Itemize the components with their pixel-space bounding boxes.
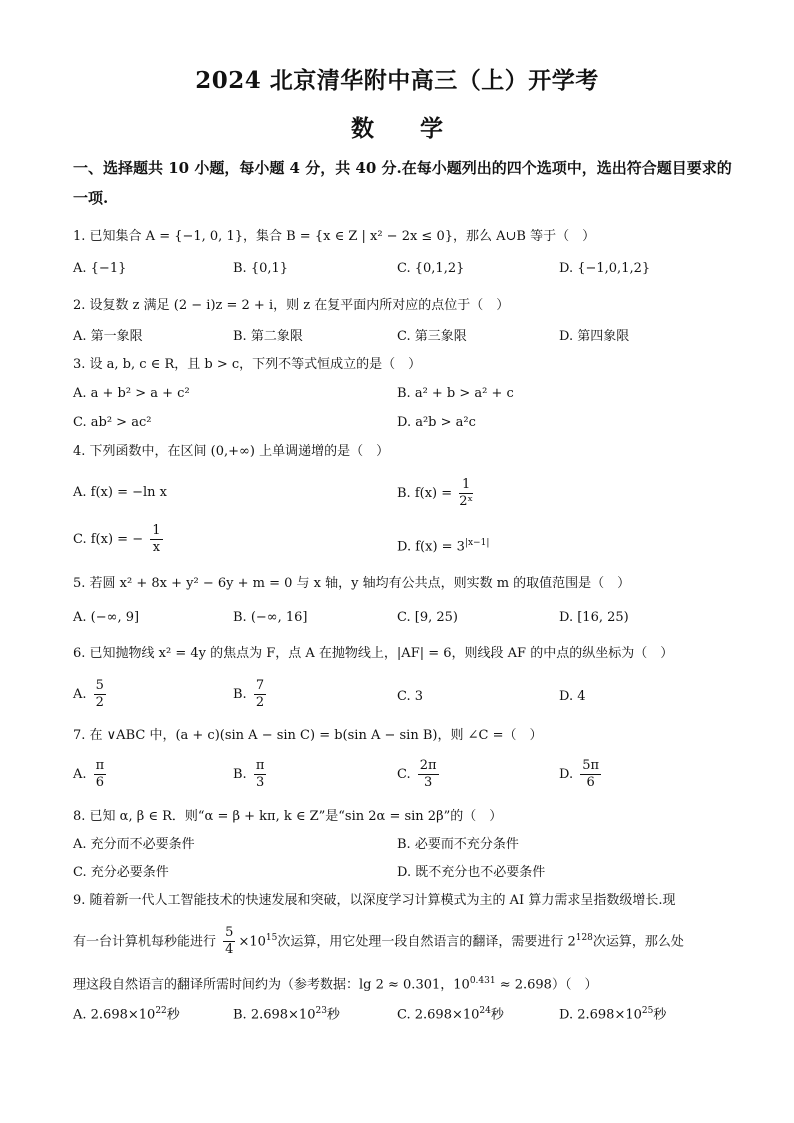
option-b[interactable]: B. (−∞, 16] [233, 610, 308, 625]
question-3-options-row1 [73, 382, 733, 406]
fraction [459, 477, 473, 510]
numerator: π [95, 758, 105, 773]
exponent: 0.431 [469, 976, 496, 986]
denominator: 6 [95, 775, 105, 790]
denominator: x [152, 540, 161, 555]
option-b[interactable]: B. {0,1} [233, 261, 289, 276]
option-c-label: C. [397, 767, 411, 782]
exponent: 15 [265, 933, 278, 943]
option-b-label: B. [233, 687, 247, 702]
denominator: 4 [225, 942, 234, 958]
text: 次运算，那么处 [592, 934, 684, 950]
option-d[interactable] [559, 758, 604, 791]
option-a[interactable]: A. f(x) = −ln x [73, 485, 167, 500]
question-1-options [73, 257, 733, 281]
option-c[interactable] [73, 523, 166, 556]
exponent: 23 [315, 1006, 327, 1016]
numerator: 2π [419, 758, 437, 773]
numerator: 5π [582, 758, 600, 773]
option-b-label: B. [233, 767, 247, 782]
numerator: 5 [95, 678, 104, 693]
exponent: 22 [155, 1006, 167, 1016]
option-a[interactable]: A. (−∞, 9] [73, 610, 140, 625]
exam-title: 2024 北京清华附中高三（上）开学考 [195, 67, 599, 94]
fraction [418, 758, 439, 791]
option-b[interactable]: B. 第二象限 [233, 329, 303, 344]
option-c[interactable]: C. [9, 25) [397, 610, 458, 625]
fraction [223, 925, 235, 958]
question-9-options [73, 999, 733, 1023]
fraction [580, 758, 601, 791]
option-d[interactable]: D. a²b > a²c [397, 415, 476, 430]
question-8-stem: 8. 已知 α, β ∈ R．则“α = β + kπ, k ∈ Z”是“sin 2α = sin 2β”的（ ） [73, 809, 503, 824]
denominator: 6 [586, 775, 595, 790]
option-c[interactable]: C. {0,1,2} [397, 261, 465, 276]
question-5-stem: 5. 若圆 x² + 8x + y² − 6y + m = 0 与 x 轴，y 轴均有公共点，则实数 m 的取值范围是（ ） [73, 576, 631, 591]
question-6-options [73, 678, 733, 716]
subject-title: 数学 [351, 115, 489, 142]
question-7-stem: 7. 在 ∨ABC 中，(a + c)(sin A − sin C) = b(sin A − sin B)，则 ∠C =（ ） [73, 728, 543, 743]
option-a-label: A. [73, 767, 87, 782]
option-b[interactable] [233, 999, 340, 1027]
unit: 秒 [653, 1007, 667, 1023]
option-b[interactable]: B. a² + b > a² + c [397, 386, 514, 401]
denominator: 2ˣ [459, 494, 474, 509]
question-6-stem: 6. 已知抛物线 x² = 4y 的焦点为 F，点 A 在抛物线上，|AF| = 6，则线段 AF 的中点的纵坐标为（ ） [73, 646, 674, 661]
option-d[interactable]: D. [16, 25) [559, 610, 629, 625]
numerator: π [255, 758, 265, 773]
option-a[interactable]: A. 第一象限 [73, 329, 143, 344]
label: A. 2.698×10 [73, 1007, 156, 1023]
label: C. 2.698×10 [397, 1007, 480, 1023]
option-d[interactable] [397, 531, 489, 559]
text: ×10 [238, 934, 266, 950]
question-9-line1: 9. 随着新一代人工智能技术的快速发展和突破，以深度学习计算模式为主的 AI 算力需求呈指数级增长.现 [73, 893, 676, 908]
option-d[interactable]: D. 既不充分也不必要条件 [397, 865, 546, 880]
fraction [94, 678, 106, 711]
question-4-options-row2 [73, 523, 733, 563]
question-2-stem: 2. 设复数 z 满足 (2 − i)z = 2 + i，则 z 在复平面内所对应的点位于（ ） [73, 298, 510, 313]
label: B. 2.698×10 [233, 1007, 316, 1023]
option-a[interactable] [73, 758, 109, 791]
option-d[interactable]: D. 4 [559, 689, 586, 704]
option-a[interactable] [73, 678, 109, 711]
exponent: 128 [575, 933, 593, 943]
option-c[interactable]: C. 3 [397, 689, 424, 704]
option-b[interactable] [397, 477, 476, 510]
question-1-stem: 1. 已知集合 A = {−1, 0, 1}，集合 B = {x ∈ Z | x² − 2x ≤ 0}，那么 A∪B 等于（ ） [73, 229, 596, 244]
fraction [254, 678, 266, 711]
option-c[interactable] [397, 758, 442, 791]
option-b-label: B. f(x) = [397, 486, 453, 501]
option-d-label: D. [559, 767, 574, 782]
option-a[interactable] [73, 999, 180, 1027]
question-4-options-row1 [73, 477, 733, 513]
fraction [94, 758, 107, 791]
text: 理这段自然语言的翻译所需时间约为（参考数据：lg 2 ≈ 0.301，10 [73, 977, 470, 993]
exponent: 25 [641, 1006, 654, 1016]
numerator: 7 [255, 678, 265, 693]
exponent: |x−1| [464, 538, 490, 548]
question-3-stem: 3. 设 a, b, c ∈ R，且 b > c，下列不等式恒成立的是（ ） [73, 357, 422, 372]
option-a-label: A. [73, 687, 87, 702]
text: ≈ 2.698）（ ） [495, 977, 598, 993]
numerator: 1 [459, 477, 473, 494]
denominator: 2 [95, 695, 104, 710]
option-a[interactable]: A. {−1} [73, 261, 127, 276]
label: D. 2.698×10 [559, 1007, 642, 1023]
option-a[interactable]: A. a + b² > a + c² [73, 386, 190, 401]
question-9-line3 [73, 970, 733, 996]
unit: 秒 [326, 1007, 340, 1023]
option-c[interactable]: C. 第三象限 [397, 329, 467, 344]
numerator: 5 [225, 925, 234, 941]
option-b[interactable]: B. 必要而不充分条件 [397, 837, 519, 852]
question-8-options-row1 [73, 833, 733, 857]
option-b[interactable] [233, 758, 269, 791]
numerator: 1 [152, 523, 161, 538]
option-a[interactable]: A. 充分而不必要条件 [73, 837, 195, 852]
question-3-options-row2 [73, 411, 733, 435]
text: 次运算，用它处理一段自然语言的翻译，需要进行 2 [277, 934, 576, 950]
question-8-options-row2 [73, 861, 733, 885]
option-d-label: D. f(x) = 3 [397, 539, 465, 555]
question-2-options [73, 325, 733, 349]
denominator: 3 [424, 775, 433, 790]
option-c[interactable] [397, 999, 504, 1027]
fraction [254, 758, 267, 791]
unit: 秒 [166, 1007, 180, 1023]
unit: 秒 [490, 1007, 504, 1023]
text: 有一台计算机每秒能进行 [73, 934, 217, 950]
question-5-options [73, 606, 733, 630]
denominator: 2 [255, 695, 265, 710]
option-d[interactable] [559, 999, 666, 1027]
section-heading: 一、选择题共 10 小题，每小题 4 分，共 40 分.在每小题列出的四个选项中，选出符合题目要求的一项. [73, 159, 732, 207]
fraction [150, 523, 162, 556]
option-c-label: C. f(x) = − [73, 532, 144, 547]
option-c[interactable]: C. ab² > ac² [73, 415, 152, 430]
question-7-options [73, 758, 733, 796]
question-9-line2 [73, 918, 733, 958]
option-d[interactable]: D. {−1,0,1,2} [559, 261, 651, 276]
exponent: 24 [479, 1006, 491, 1016]
question-4-stem: 4. 下列函数中，在区间 (0,+∞) 上单调递增的是（ ） [73, 444, 390, 459]
option-d[interactable]: D. 第四象限 [559, 329, 630, 344]
option-c[interactable]: C. 充分必要条件 [73, 865, 169, 880]
denominator: 3 [255, 775, 265, 790]
option-b[interactable] [233, 678, 269, 711]
